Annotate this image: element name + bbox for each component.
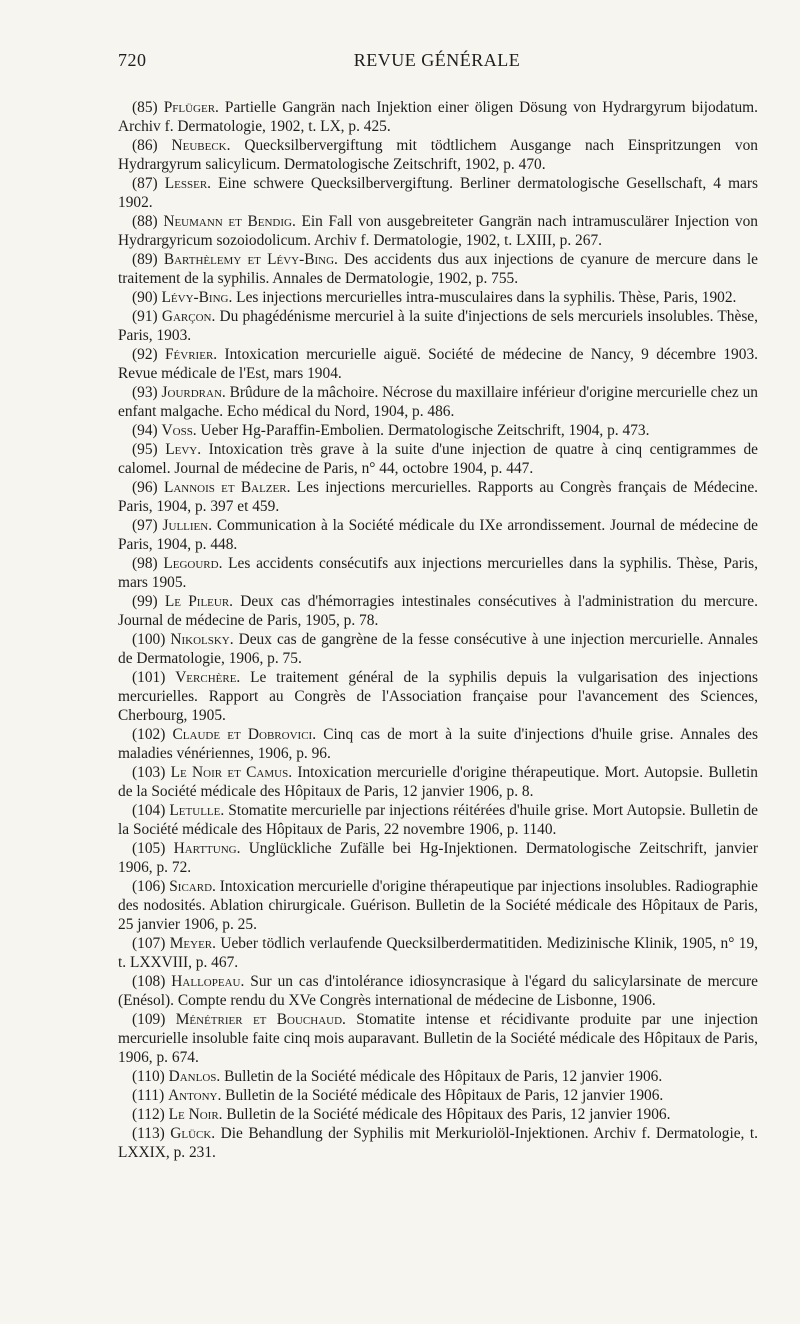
reference-author: Sicard.: [169, 878, 216, 895]
reference-number: (111): [132, 1087, 165, 1104]
reference-number: (105): [132, 840, 166, 857]
reference-author: Barthèlemy et Lévy-Bing.: [163, 251, 338, 268]
reference-text: Bulletin de la Société médicale des Hôpitaux de Paris, 12 janvier 1906.: [220, 1068, 663, 1085]
reference-author: Antony.: [168, 1087, 222, 1104]
reference-number: (95): [132, 441, 158, 458]
reference-entry: [118, 440, 758, 478]
reference-author: Letulle.: [169, 802, 225, 819]
reference-number: (112): [132, 1106, 165, 1123]
reference-list: [118, 98, 758, 1162]
reference-entry: [118, 1086, 758, 1105]
reference-number: (91): [132, 308, 158, 325]
reference-entry: [118, 1105, 758, 1124]
reference-entry: [118, 288, 758, 307]
reference-author: Garçon.: [161, 308, 216, 325]
reference-author: Le Pileur.: [164, 593, 234, 610]
reference-entry: [118, 516, 758, 554]
reference-author: Le Noir et Camus.: [170, 764, 293, 781]
reference-entry: [118, 668, 758, 725]
reference-entry: [118, 307, 758, 345]
reference-text: Ueber tödlich verlaufende Quecksilberdermatitiden. Medizinische Klinik, 1905, n° 19, t. LXXVIII, p. 467.: [118, 935, 758, 971]
reference-text: Stomatite intense et récidivante produite par une injection mercurielle insoluble faite cinq mois auparavant. Bulletin de la Société médicale des Hôpitaux de Paris, 1906, p. 674.: [118, 1011, 758, 1066]
reference-entry: [118, 763, 758, 801]
reference-text: Ueber Hg-Paraffin-Embolien. Dermatologische Zeitschrift, 1904, p. 473.: [196, 422, 650, 439]
reference-text: Des accidents dus aux injections de cyanure de mercure dans le traitement de la syphilis. Annales de Dermatologie, 1902, p. 755.: [118, 251, 758, 287]
reference-number: (104): [132, 802, 166, 819]
reference-author: Claude et Dobrovici.: [172, 726, 317, 743]
reference-author: Le Noir.: [168, 1106, 223, 1123]
reference-text: Les accidents consécutifs aux injections mercurielles dans la syphilis. Thèse, Paris, mars 1905.: [118, 555, 758, 591]
reference-entry: [118, 478, 758, 516]
reference-author: Hallopeau.: [171, 973, 245, 990]
reference-author: Lesser.: [164, 175, 212, 192]
page-number: 720: [118, 50, 147, 70]
reference-number: (86): [132, 137, 158, 154]
reference-text: Partielle Gangrän nach Injektion einer öligen Dösung von Hydrargyrum bijodatum. Archiv f. Dermatologie, 1902, t. LX, p. 425.: [118, 99, 758, 135]
reference-entry: [118, 877, 758, 934]
reference-entry: [118, 421, 758, 440]
reference-author: Jourdran.: [161, 384, 226, 401]
reference-entry: [118, 383, 758, 421]
reference-author: Lévy-Bing.: [161, 289, 233, 306]
reference-text: Du phagédénisme mercuriel à la suite d'injections de sels mercuriels insolubles. Thèse, Paris, 1903.: [118, 308, 758, 344]
reference-author: Legourd.: [163, 555, 223, 572]
reference-text: Sur un cas d'intolérance idiosyncrasique à l'égard du salicylarsinate de mercure (Enésol). Compte rendu du XVe Congrès international de médecine de Lisbonne, 1906.: [118, 973, 758, 1009]
reference-number: (107): [132, 935, 166, 952]
reference-author: Pflüger.: [163, 99, 219, 116]
reference-number: (100): [132, 631, 166, 648]
reference-number: (99): [132, 593, 158, 610]
reference-number: (94): [132, 422, 158, 439]
running-title: REVUE GÉNÉRALE: [353, 50, 521, 70]
reference-entry: [118, 1067, 758, 1086]
reference-number: (89): [132, 251, 158, 268]
reference-text: Intoxication mercurielle d'origine thérapeutique. Mort. Autopsie. Bulletin de la Société médicale des Hôpitaux de Paris, 12 janvier 1906, p. 8.: [118, 764, 758, 800]
reference-text: Unglückliche Zufälle bei Hg-Injektionen. Dermatologische Zeitschrift, janvier 1906, p. 72.: [118, 840, 758, 876]
reference-text: Les injections mercurielles intra-musculaires dans la syphilis. Thèse, Paris, 1902.: [232, 289, 737, 306]
reference-text: Ein Fall von ausgebreiteter Gangrän nach intramusculärer Injection von Hydrargyricum sozoiodolicum. Archiv f. Dermatologie, 1902, t. LXIII, p. 267.: [118, 213, 758, 249]
reference-number: (85): [132, 99, 158, 116]
reference-number: (90): [132, 289, 158, 306]
reference-author: Neubeck.: [171, 137, 231, 154]
reference-entry: [118, 1124, 758, 1162]
reference-text: Bulletin de la Société médicale des Hôpitaux de Paris, 12 janvier 1906.: [221, 1087, 664, 1104]
reference-author: Nikolsky.: [170, 631, 234, 648]
reference-number: (87): [132, 175, 158, 192]
reference-author: Février.: [165, 346, 218, 363]
reference-entry: [118, 972, 758, 1010]
reference-author: Jullien.: [162, 517, 213, 534]
reference-text: Quecksilbervergiftung mit tödtlichem Ausgange nach Einspritzungen von Hydrargyrum salicylicum. Dermatologische Zeitschrift, 1902, p. 470.: [118, 137, 758, 173]
reference-number: (108): [132, 973, 166, 990]
reference-number: (88): [132, 213, 158, 230]
reference-author: Meyer.: [169, 935, 216, 952]
reference-text: Intoxication mercurielle aiguë. Société de médecine de Nancy, 9 décembre 1903. Revue médicale de l'Est, mars 1904.: [118, 346, 758, 382]
reference-author: Neumann et Bendig.: [163, 213, 296, 230]
reference-number: (103): [132, 764, 166, 781]
reference-text: Bulletin de la Société médicale des Hôpitaux des Paris, 12 janvier 1906.: [222, 1106, 671, 1123]
reference-entry: [118, 174, 758, 212]
reference-author: Lannois et Balzer.: [163, 479, 291, 496]
reference-author: Levy.: [165, 441, 202, 458]
reference-author: Harttung.: [173, 840, 241, 857]
reference-entry: [118, 1010, 758, 1067]
reference-number: (106): [132, 878, 166, 895]
page-header: [118, 50, 756, 80]
reference-entry: [118, 212, 758, 250]
reference-author: Voss.: [161, 422, 197, 439]
reference-text: Die Behandlung der Syphilis mit Merkuriolöl-Injektionen. Archiv f. Dermatologie, t. LXXIX, p. 231.: [118, 1125, 758, 1161]
reference-text: Deux cas d'hémorragies intestinales consécutives à l'administration du mercure. Journal de médecine de Paris, 1905, p. 78.: [118, 593, 758, 629]
reference-number: (102): [132, 726, 166, 743]
reference-number: (93): [132, 384, 158, 401]
reference-number: (97): [132, 517, 158, 534]
reference-entry: [118, 554, 758, 592]
reference-entry: [118, 934, 758, 972]
reference-number: (101): [132, 669, 166, 686]
reference-number: (109): [132, 1011, 166, 1028]
reference-entry: [118, 630, 758, 668]
reference-entry: [118, 250, 758, 288]
reference-text: Brûdure de la mâchoire. Nécrose du maxillaire inférieur d'origine mercurielle chez un enfant malgache. Echo médical du Nord, 1904, p. 486.: [118, 384, 758, 420]
reference-text: Les injections mercurielles. Rapports au Congrès français de Médecine. Paris, 1904, p. 397 et 459.: [118, 479, 758, 515]
reference-text: Stomatite mercurielle par injections réitérées d'huile grise. Mort Autopsie. Bulletin de la Société médicale des Hôpitaux de Paris, 22 novembre 1906, p. 1140.: [118, 802, 758, 838]
reference-text: Intoxication mercurielle d'origine thérapeutique par injections insolubles. Radiographie des nodosités. Ablation chirurgicale. Guérison. Bulletin de la Société médicale des Hôpitaux de Paris, 25 janvier 1906, p. 25.: [118, 878, 758, 933]
reference-number: (98): [132, 555, 158, 572]
reference-text: Le traitement général de la syphilis depuis la vulgarisation des injections mercurielles. Rapport au Congrès de l'Association française pour l'avancement des Sciences, Cherbourg, 1905.: [118, 669, 758, 724]
reference-number: (96): [132, 479, 158, 496]
reference-text: Communication à la Société médicale du IXe arrondissement. Journal de médecine de Paris, 1904, p. 448.: [118, 517, 758, 553]
reference-entry: [118, 98, 758, 136]
reference-author: Danlos.: [168, 1068, 221, 1085]
reference-entry: [118, 801, 758, 839]
reference-text: Cinq cas de mort à la suite d'injections d'huile grise. Annales des maladies vénériennes, 1906, p. 96.: [118, 726, 758, 762]
reference-entry: [118, 592, 758, 630]
reference-entry: [118, 345, 758, 383]
reference-author: Verchère.: [175, 669, 241, 686]
reference-text: Eine schwere Quecksilbervergiftung. Berliner dermatologische Gesellschaft, 4 mars 1902.: [118, 175, 758, 211]
reference-entry: [118, 725, 758, 763]
reference-author: Glück.: [170, 1125, 216, 1142]
reference-text: Intoxication très grave à la suite d'une injection de quatre à cinq centigrammes de calomel. Journal de médecine de Paris, n° 44, octobre 1904, p. 447.: [118, 441, 759, 477]
reference-author: Ménétrier et Bouchaud.: [175, 1011, 346, 1028]
reference-entry: [118, 839, 758, 877]
reference-number: (113): [132, 1125, 165, 1142]
reference-number: (110): [132, 1068, 165, 1085]
reference-text: Deux cas de gangrène de la fesse consécutive à une injection mercurielle. Annales de Dermatologie, 1906, p. 75.: [118, 631, 758, 667]
reference-entry: [118, 136, 758, 174]
reference-number: (92): [132, 346, 158, 363]
